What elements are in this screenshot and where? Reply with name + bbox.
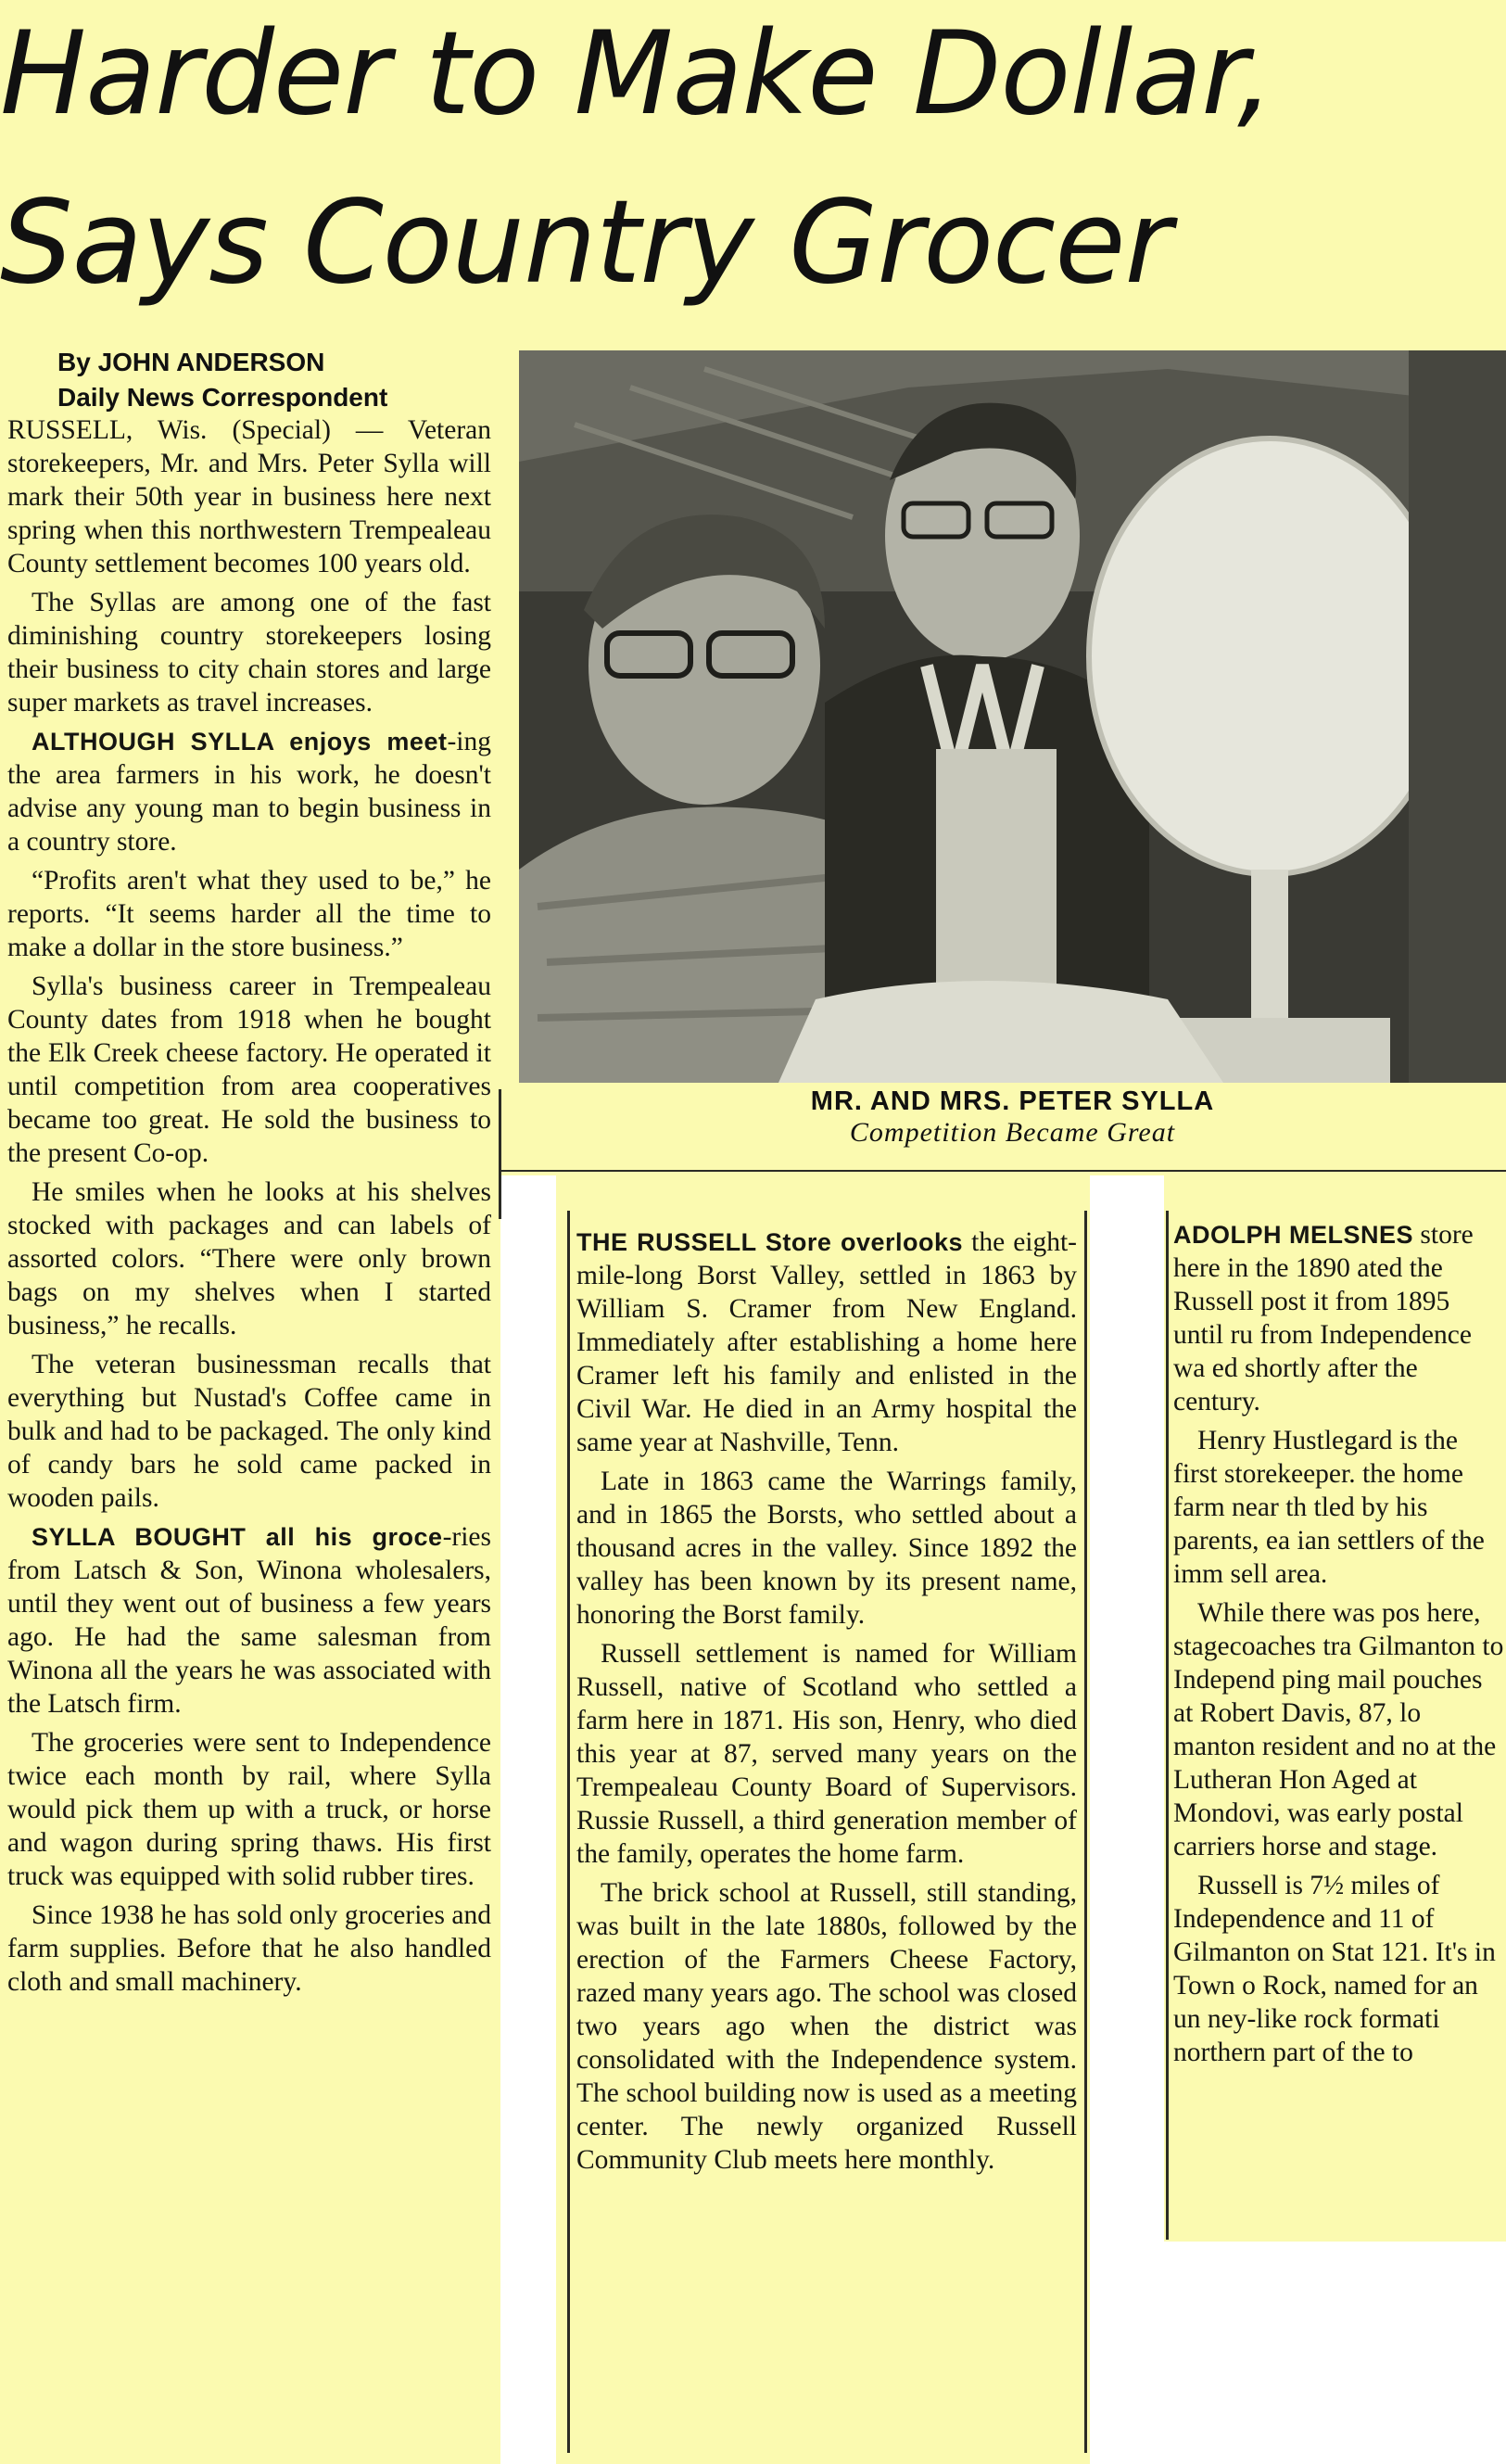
caption-subtitle: Competition Became Great <box>849 1117 1176 1148</box>
photo-graphic <box>519 350 1506 1083</box>
headline-line-2: Says Country Grocer <box>0 176 1171 310</box>
column-3-paragraph: Russell is 7½ miles of Independence and 11 of Gilmanton on Stat 121. It's in Town o Rock, named for an un ney-like rock formati northern part of the to <box>1173 1871 1496 2067</box>
subhead-lead: ALTHOUGH SYLLA enjoys meet <box>32 728 448 756</box>
column-1-paragraph: The veteran businessman recalls that everything but Nustad's Coffee came in bulk and had to be packaged. The only kind of candy bars he sold came packed in wooden pails. <box>7 1350 491 1513</box>
subhead-lead: THE RUSSELL Store overlooks <box>576 1228 964 1256</box>
cut-gap-left <box>500 1175 556 2464</box>
article-column-3 <box>1173 1218 1506 2238</box>
column-rule <box>1166 1211 1169 2240</box>
article-column-2 <box>576 1226 1077 2458</box>
byline-author: By JOHN ANDERSON <box>57 348 325 376</box>
column-1-paragraph: ALTHOUGH SYLLA enjoys meet‑ing the area farmers in his work, he doesn't advise any young man to begin business in a country store. <box>7 727 491 857</box>
column-rule <box>567 1211 570 2453</box>
subhead-lead: ADOLPH MELSNES <box>1173 1221 1414 1249</box>
column-1-paragraph: The Syllas are among one of the fast diminishing country storekeepers losing their business to city chain stores and large super markets as travel increases. <box>7 588 491 718</box>
column-2-paragraph: Russell settlement is named for William Russell, native of Scotland who settled a farm here in 1871. His son, Henry, who died this year at 87, served many years on the Trempealeau County Board of Supervisors. Russie Russell, a third generation member of the family, operates the home farm. <box>576 1639 1077 1869</box>
byline-role: Daily News Correspondent <box>57 383 388 412</box>
column-1-paragraph: RUSSELL, Wis. (Special) — Veteran storekeepers, Mr. and Mrs. Peter Sylla will mark their 50th year in business here next spring when this northwestern Trempealeau County settlement becomes 100 years old. <box>7 415 491 578</box>
caption-title: MR. AND MRS. PETER SYLLA <box>810 1086 1215 1116</box>
column-1-paragraph: SYLLA BOUGHT all his groce‑ries from Latsch & Son, Winona wholesalers, until they went out of business a few years ago. He had the same salesman from Winona all the years he was associated with the Latsch firm. <box>7 1522 491 1719</box>
column-rule <box>500 1170 1506 1172</box>
column-1-paragraph: Sylla's business career in Trempealeau County dates from 1918 when he bought the Elk Creek cheese factory. He operated it until competition from area cooperatives became too great. He sold the business to the present Co-op. <box>7 972 491 1168</box>
cut-gap-right <box>1090 1175 1164 2464</box>
cut-gap-bottom <box>1164 2242 1506 2464</box>
column-3-paragraph: ADOLPH MELSNES store here in the 1890 ated the Russell post it from 1895 until ru from Independence wa ed shortly after the century. <box>1173 1220 1474 1416</box>
column-3-paragraph: While there was pos here, stagecoaches tra Gilmanton to Independ ping mail pouches at Robert Davis, 87, lo manton resident and no at the Lutheran Hon Aged at Mondovi, was early postal carriers horse and stage. <box>1173 1598 1504 1861</box>
article-column-1 <box>7 413 491 2453</box>
column-1-paragraph: He smiles when he looks at his shelves stocked with packages and can labels of assorted colors. “There were only brown bags on my shelves when I started business,” he recalls. <box>7 1177 491 1340</box>
photo-caption <box>519 1083 1506 1149</box>
column-1-paragraph: Since 1938 he has sold only groceries and farm supplies. Before that he also handled cloth and small machinery. <box>7 1900 491 1997</box>
headline-line-1: Harder to Make Dollar, <box>0 7 1273 141</box>
column-1-paragraph: “Profits aren't what they used to be,” he reports. “It seems harder all the time to make a dollar in the store business.” <box>7 866 491 962</box>
photo-mr-mrs-sylla <box>519 350 1506 1083</box>
column-rule <box>1084 1211 1087 2453</box>
subhead-lead: SYLLA BOUGHT all his groce <box>32 1523 443 1551</box>
column-2-paragraph: Late in 1863 came the Warrings family, and in 1865 the Borsts, who settled about a thousand acres in the valley. Since 1892 the valley has been known by its present name, honoring the Borst family. <box>576 1467 1077 1630</box>
byline <box>57 345 447 415</box>
column-rule <box>499 1089 501 1219</box>
column-2-paragraph: The brick school at Russell, still standing, was built in the late 1880s, followed by the erection of the Farmers Cheese Factory, razed many years ago. The school was closed two years ago when the district was consolidated with the Independence system. The school building now is used as a meeting center. The newly organized Russell Community Club meets here monthly. <box>576 1878 1077 2175</box>
column-3-paragraph: Henry Hustlegard is the first storekeeper. the home farm near th tled by his parents, ea ian settlers of the imm sell area. <box>1173 1426 1485 1589</box>
column-1-paragraph: The groceries were sent to Independence twice each month by rail, where Sylla would pick them up with a truck, or horse and wagon during spring thaws. His first truck was equipped with solid rubber tires. <box>7 1728 491 1891</box>
column-2-paragraph: THE RUSSELL Store overlooks the eight-mile-long Borst Valley, settled in 1863 by William S. Cramer from New England. Immediately after establishing a home here Cramer left his family and enlisted in the Civil War. He died in an Army hospital the same year at Nashville, Tenn. <box>576 1227 1077 1457</box>
